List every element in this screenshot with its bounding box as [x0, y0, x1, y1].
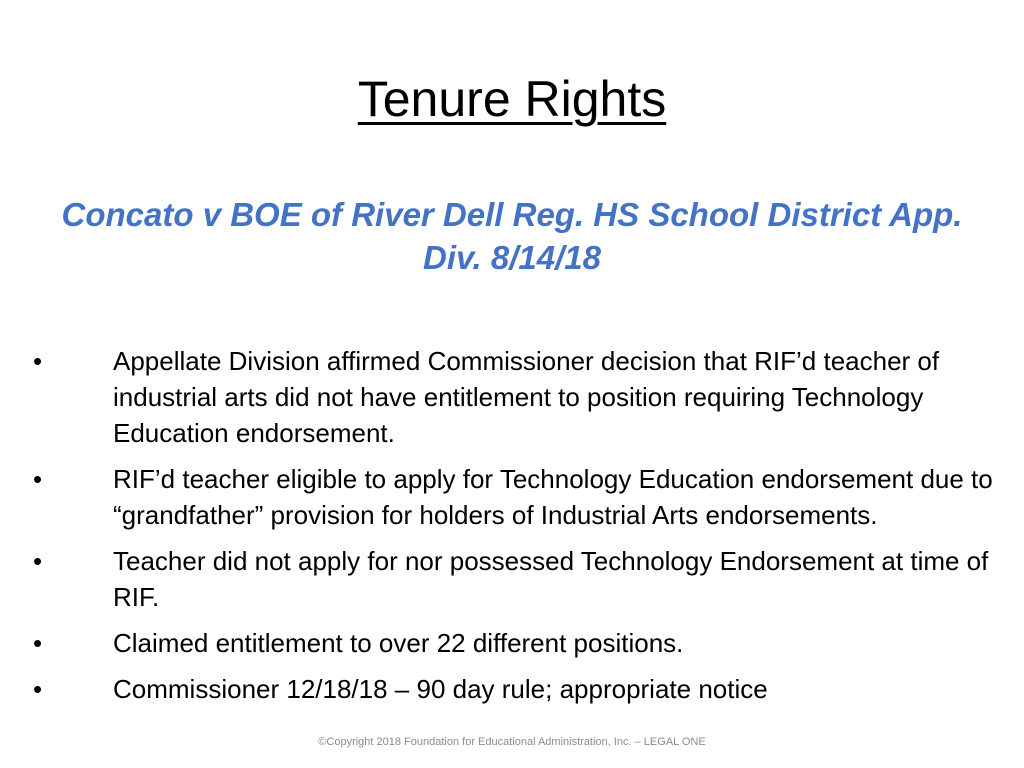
bullet-icon: • [33, 546, 43, 576]
bullet-text: Teacher did not apply for nor possessed Technology Endorsement at time of RIF. [113, 546, 989, 612]
copyright-footer: ©Copyright 2018 Foundation for Educational Administration, Inc. – LEGAL ONE [318, 736, 706, 748]
bullet-item [0, 671, 1024, 707]
case-subtitle: Concato v BOE of River Dell Reg. HS School District App. Div. 8/14/18 [61, 196, 963, 276]
bullet-text: Commissioner 12/18/18 – 90 day rule; appropriate notice [113, 674, 768, 704]
bullet-icon: • [33, 628, 43, 658]
bullet-item [0, 343, 1024, 451]
bullet-icon: • [33, 674, 43, 704]
bullet-text: Claimed entitlement to over 22 different positions. [113, 628, 684, 658]
slide-title: Tenure Rights [357, 71, 667, 127]
bullet-text: RIF’d teacher eligible to apply for Technology Education endorsement due to “grandfather” provision for holders of Industrial Arts endorsements. [113, 464, 993, 530]
bullet-text: Appellate Division affirmed Commissioner decision that RIF’d teacher of industrial arts did not have entitlement to position requiring Technology Education endorsement. [113, 346, 940, 448]
bullet-list [0, 343, 1024, 717]
bullet-item [0, 543, 1024, 615]
bullet-item [0, 625, 1024, 661]
bullet-item [0, 461, 1024, 533]
bullet-icon: • [33, 464, 43, 494]
bullet-icon: • [33, 346, 43, 376]
